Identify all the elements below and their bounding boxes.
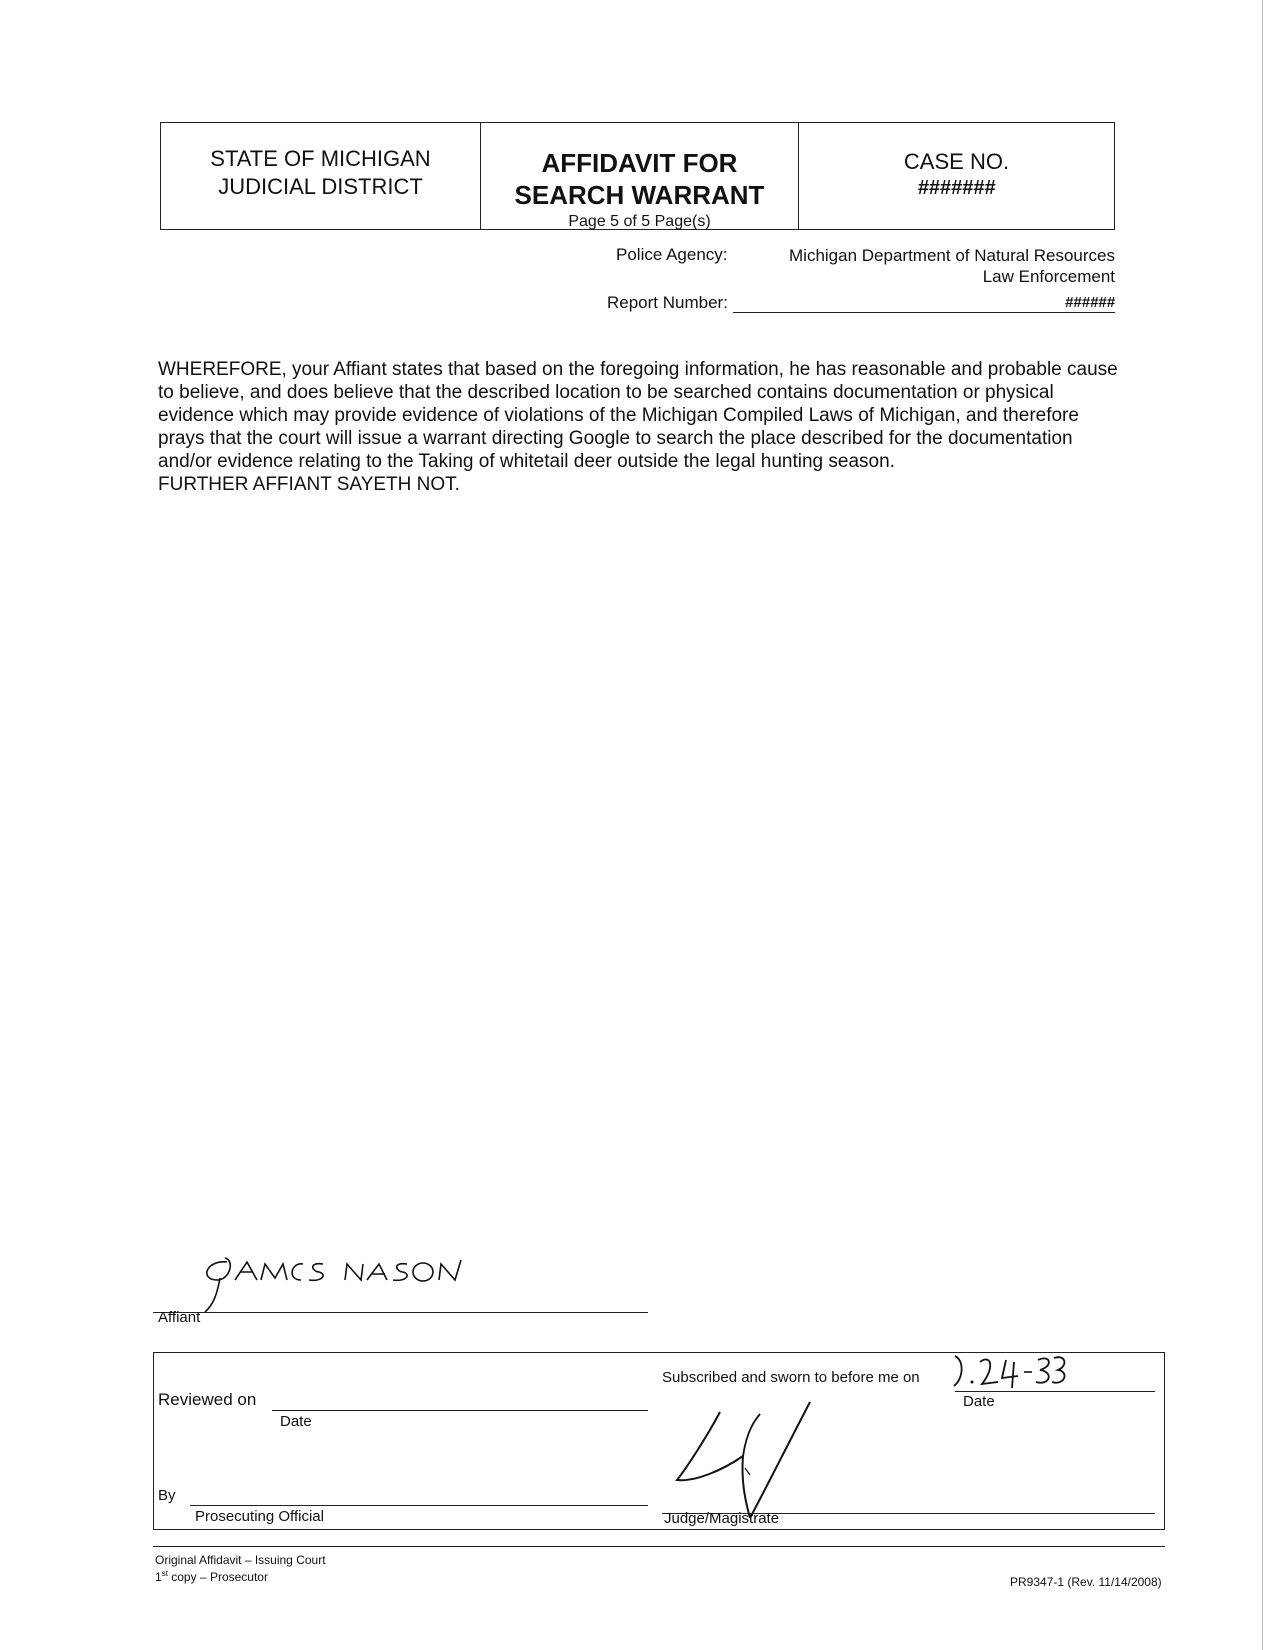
copy-number: 1 [155, 1570, 162, 1584]
page-edge-divider [1262, 0, 1263, 1650]
distribution-line-2 [155, 1567, 326, 1584]
distribution-list [155, 1553, 326, 1584]
affiant-line [153, 1312, 648, 1313]
state-line-2: JUDICIAL DISTRICT [218, 174, 423, 199]
handwritten-date-text: 2-24-23 [950, 1350, 954, 1351]
footer-rule [153, 1546, 1165, 1547]
prosecuting-line [190, 1505, 648, 1506]
state-line-1: STATE OF MICHIGAN [210, 146, 431, 171]
by-label: By [158, 1487, 176, 1504]
page-info: Page 5 of 5 Page(s) [568, 213, 711, 230]
case-cell [799, 123, 1114, 229]
subscribed-date-label: Date [963, 1393, 995, 1410]
reviewed-date-line [272, 1410, 648, 1411]
form-number: PR9347-1 (Rev. 11/14/2008) [1010, 1575, 1162, 1589]
closing-statement: FURTHER AFFIANT SAYETH NOT. [158, 474, 460, 495]
title-line-1: AFFIDAVIT FOR [541, 148, 738, 178]
copy-ordinal: st [161, 1569, 168, 1578]
agency-line-1: Michigan Department of Natural Resources [789, 246, 1115, 265]
case-number: ####### [917, 177, 996, 199]
police-agency-label: Police Agency: [616, 245, 728, 264]
agency-line-2: Law Enforcement [982, 267, 1115, 286]
prosecuting-official-label: Prosecuting Official [195, 1508, 324, 1525]
handwritten-date [950, 1350, 1080, 1395]
reviewed-on-label: Reviewed on [158, 1390, 257, 1409]
affiant-signature-text: JAMES NASON [195, 1250, 203, 1251]
wherefore-paragraph: WHEREFORE, your Affiant states that based on the foregoing information, he has reasonable and probable cause to believe, and does believe that the described location to be searched contains documentation or physical evidence which may provide evidence of violations of the Michigan Compiled Laws of Michigan, and therefore prays that the court will issue a warrant directing Google to search the place described for the documentation and/or evidence relating to the Taking of whitetail deer outside the legal hunting season. [158, 359, 1118, 472]
header-box [160, 122, 1115, 230]
affiant-label: Affiant [158, 1309, 201, 1326]
police-agency-value [735, 245, 1115, 287]
copy-recipient: copy – Prosecutor [167, 1570, 268, 1584]
affidavit-body [158, 358, 1118, 496]
title-cell [481, 123, 799, 229]
state-cell [161, 123, 481, 229]
subscribed-label: Subscribed and sworn to before me on [662, 1369, 920, 1386]
report-number-label: Report Number: [607, 293, 728, 312]
distribution-line-1: Original Affidavit – Issuing Court [155, 1553, 326, 1567]
report-number-value: ###### [1064, 294, 1115, 311]
case-label: CASE NO. [903, 149, 1010, 174]
reviewed-date-label: Date [280, 1413, 312, 1430]
report-number-line [733, 312, 1115, 313]
judge-signature [665, 1400, 845, 1520]
judge-magistrate-label: Judge/Magistrate [664, 1510, 780, 1527]
title-line-2: SEARCH WARRANT [514, 180, 765, 210]
affiant-signature [195, 1250, 495, 1320]
